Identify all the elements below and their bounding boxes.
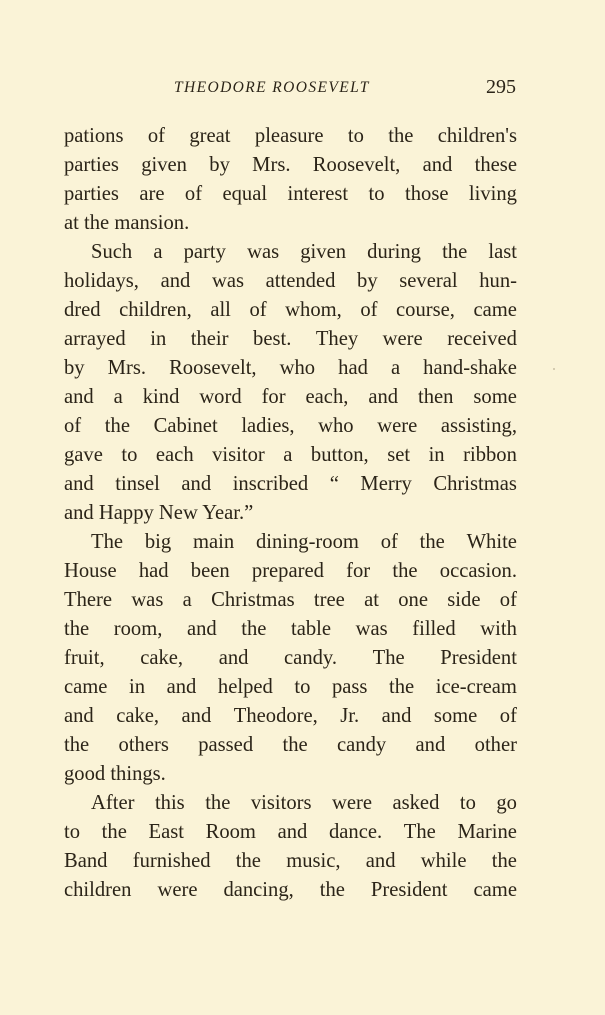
text-line: parties are of equal interest to those living <box>64 183 517 205</box>
text-line: After this the visitors were asked to go <box>91 792 517 814</box>
text-line: by Mrs. Roosevelt, who had a hand-shake <box>64 357 517 379</box>
text-line: came in and helped to pass the ice-cream <box>64 676 517 698</box>
text-line: the others passed the candy and other <box>64 734 517 756</box>
text-line: good things. <box>64 763 166 785</box>
running-title: THEODORE ROOSEVELT <box>174 79 370 96</box>
text-line: holidays, and was attended by several hun- <box>64 270 517 292</box>
text-line: arrayed in their best. They were received <box>64 328 517 350</box>
text-line: and cake, and Theodore, Jr. and some of <box>64 705 517 727</box>
text-line: dred children, all of whom, of course, came <box>64 299 517 321</box>
text-line: House had been prepared for the occasion. <box>64 560 517 582</box>
text-line: There was a Christmas tree at one side of <box>64 589 517 611</box>
text-line: and a kind word for each, and then some <box>64 386 517 408</box>
body-text <box>64 122 517 905</box>
text-line: Band furnished the music, and while the <box>64 850 517 872</box>
paper-speck <box>553 368 555 370</box>
running-head <box>64 76 516 104</box>
text-line: at the mansion. <box>64 212 190 234</box>
text-line: pations of great pleasure to the children's <box>64 125 517 147</box>
text-line: Such a party was given during the last <box>91 241 517 263</box>
text-line: fruit, cake, and candy. The President <box>64 647 517 669</box>
text-line: parties given by Mrs. Roosevelt, and these <box>64 154 517 176</box>
text-line: and Happy New Year.” <box>64 502 254 524</box>
text-line: gave to each visitor a button, set in ribbon <box>64 444 517 466</box>
page-number: 295 <box>486 76 516 98</box>
text-line: to the East Room and dance. The Marine <box>64 821 517 843</box>
text-line: The big main dining-room of the White <box>91 531 517 553</box>
text-line: of the Cabinet ladies, who were assisting, <box>64 415 517 437</box>
text-line: the room, and the table was filled with <box>64 618 517 640</box>
text-line: and tinsel and inscribed “ Merry Christmas <box>64 473 517 495</box>
text-line: children were dancing, the President came <box>64 879 517 901</box>
